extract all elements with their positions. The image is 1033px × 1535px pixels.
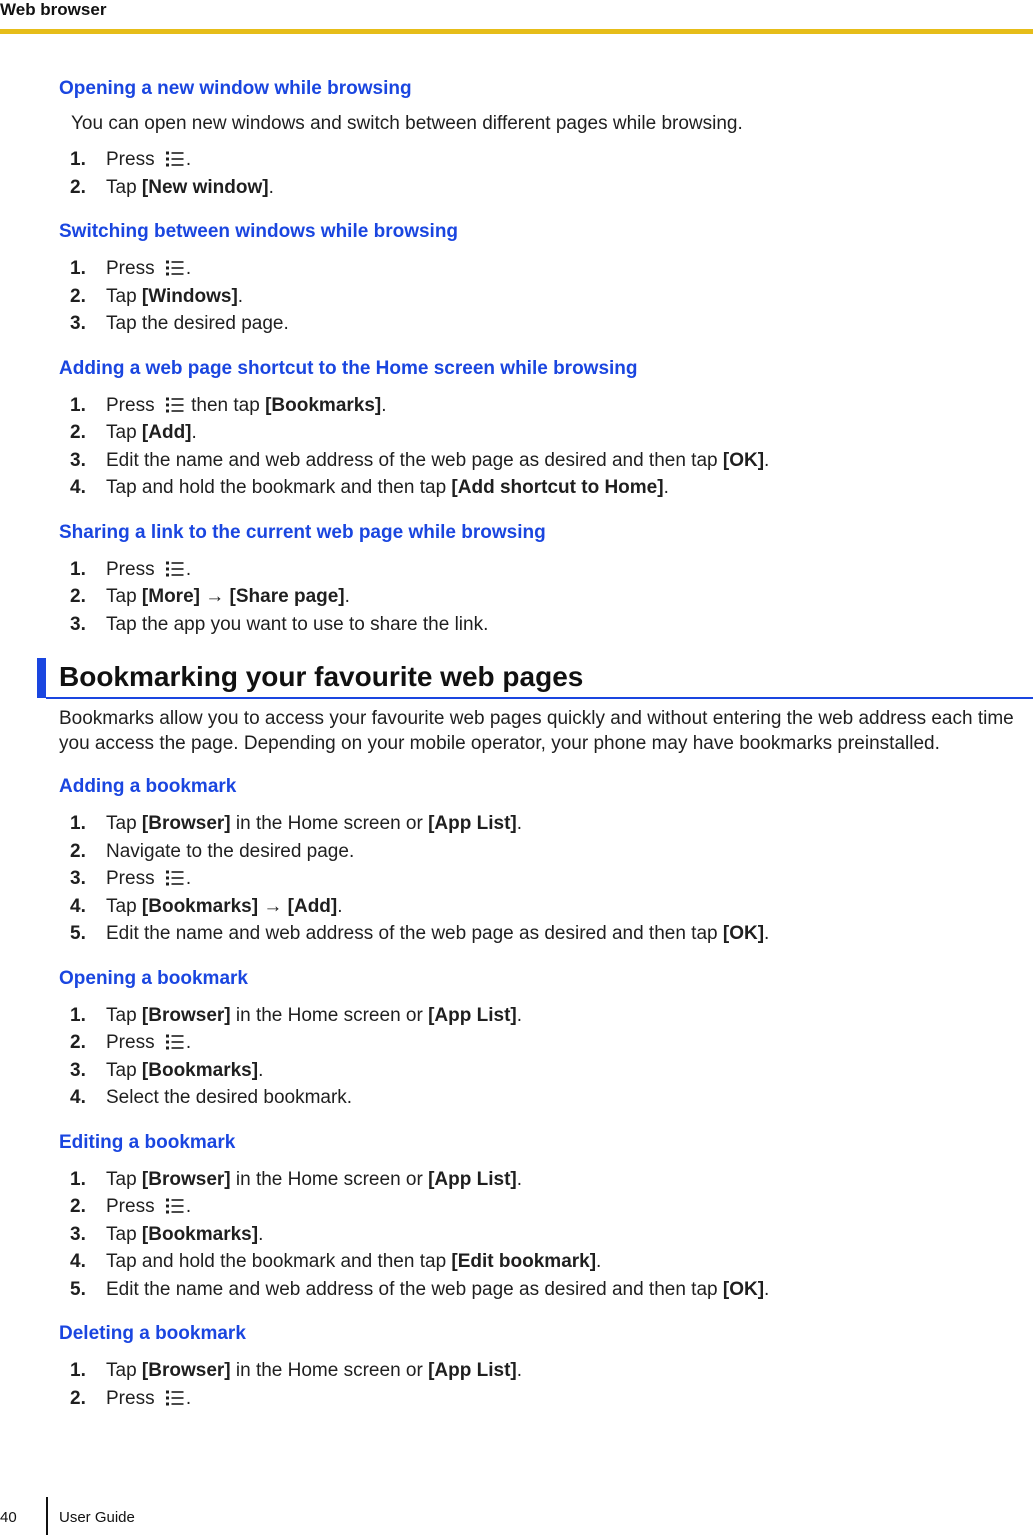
step-item [59,1248,1019,1276]
step-text-run: . [516,1168,523,1190]
step-text-run: Tap and hold the bookmark and then tap [106,1251,452,1272]
step-text-run: . [191,422,197,443]
step-text-run: Tap [106,895,142,917]
step-list [59,1357,1019,1412]
step-text [106,174,274,202]
step-text-run: . [185,258,192,279]
step-item [59,920,1019,948]
section-edit-bookmark [59,1130,1019,1304]
step-text-run: . [185,558,192,580]
step-item [59,893,1019,921]
step-item [59,392,1019,420]
section-open-bookmark [59,966,1019,1112]
footer-separator [46,1497,48,1535]
step-text [106,583,350,611]
step-number: 2. [70,1196,86,1217]
step-text [106,1002,522,1030]
ui-label: [Add] [287,895,338,917]
step-text-run: Edit the name and web address of the web page as desired and then tap [106,1278,723,1300]
step-text [106,419,197,447]
ui-label: [Browser] [141,1168,231,1190]
step-list [59,392,1019,502]
ui-label: [Browser] [141,1004,231,1026]
step-text [106,556,191,584]
step-text-run: in the Home screen or [230,1168,429,1190]
step-number: 2. [70,422,86,443]
section-shortcut-home [59,356,1019,502]
step-item [59,310,1019,338]
section-intro: You can open new windows and switch between different pages while browsing. [71,113,743,134]
step-text-run: Press [106,558,160,580]
menu-list-icon [166,558,184,574]
step-number: 5. [70,1278,86,1300]
sections-top [59,76,1019,638]
step-item [59,1029,1019,1057]
step-text-run: . [185,868,192,889]
section-heading: Opening a new window while browsing [59,78,412,99]
ui-label: [App List] [428,813,517,834]
step-number: 2. [70,176,86,198]
step-text [106,1357,522,1385]
step-item [59,1193,1019,1221]
step-text-run: Tap [106,586,142,607]
section-heading: Sharing a link to the current web page while browsing [59,521,546,543]
step-text-run: Press [106,149,160,170]
chapter-title: Bookmarking your favourite web pages [59,661,584,692]
step-text-run: . [516,1360,523,1381]
step-text-run: in the Home screen or [230,813,429,834]
step-text-run: Tap [106,1168,142,1190]
step-text-run: . [185,149,192,170]
chapter-intro: Bookmarks allow you to access your favourite web pages quickly and without entering the web address each time you access the page. Depending on your mobile operator, your phone may have bookmarks preinstalled. [59,708,1014,754]
step-text [106,810,522,838]
step-text [106,1084,352,1112]
step-item [59,810,1019,838]
step-item [59,1221,1019,1249]
step-item [59,1166,1019,1194]
step-number: 4. [70,1087,86,1108]
step-text [106,1029,191,1057]
step-text-run: → [199,586,230,607]
step-text-run: Navigate to the desired page. [106,840,355,862]
step-number: 4. [70,895,86,917]
page-content [59,76,1019,1412]
section-delete-bookmark [59,1321,1019,1412]
sections-bottom [59,774,1019,1412]
step-list [59,556,1019,639]
ui-label: [Browser] [141,1360,231,1381]
step-number: 2. [70,285,86,307]
section-heading: Editing a bookmark [59,1131,236,1153]
step-text-run: Tap the app you want to use to share the link. [106,613,489,635]
step-item [59,1057,1019,1085]
ui-label: [OK] [722,449,765,471]
step-item [59,255,1019,283]
step-number: 1. [70,1168,86,1190]
step-text-run: Tap [106,1223,142,1245]
ui-label: [App List] [428,1360,517,1381]
step-number: 3. [70,1059,86,1081]
ui-label: [New window] [141,176,269,198]
step-text-run: Tap and hold the bookmark and then tap [106,477,452,498]
step-item [59,1357,1019,1385]
step-number: 1. [70,394,86,416]
step-number: 3. [70,613,86,635]
section-switch-windows [59,219,1019,338]
step-text-run: . [258,1059,264,1081]
step-text [106,1276,769,1304]
step-text-run: . [663,477,669,498]
step-item [59,1385,1019,1413]
step-text [106,1057,263,1085]
step-text-run: in the Home screen or [230,1004,429,1026]
ui-label: [Share page] [229,586,345,607]
step-text-run: . [516,1004,523,1026]
ui-label: [Add shortcut to Home] [451,477,664,498]
step-number: 3. [70,449,86,471]
ui-label: [More] [141,586,200,607]
step-text-run: Press [106,1387,160,1409]
menu-list-icon [166,1195,184,1211]
chapter-underline [46,697,1033,699]
step-text-run: Tap the desired page. [106,313,289,334]
ui-label: [App List] [428,1004,517,1026]
step-item [59,583,1019,611]
step-text [106,1193,191,1221]
menu-list-icon [166,867,184,883]
chapter-heading [37,658,1019,698]
menu-list-icon [166,394,184,410]
step-list [59,1166,1019,1304]
step-text [106,255,191,283]
step-text-run: then tap [185,394,266,416]
step-text-run: Tap [106,1004,142,1026]
step-text-run: Tap [106,176,142,198]
ui-label: [Windows] [141,285,238,307]
section-heading: Opening a bookmark [59,967,248,989]
section-share-link [59,520,1019,639]
step-item [59,1084,1019,1112]
step-text [106,1221,263,1249]
step-text-run: . [516,813,523,834]
step-text [106,1385,191,1413]
step-item [59,474,1019,502]
step-text-run: . [185,1196,192,1217]
step-text-run: Tap [106,813,142,834]
step-text [106,146,191,174]
header-rule [0,29,1033,34]
step-item [59,447,1019,475]
ui-label: [Bookmarks] [141,1223,259,1245]
step-text [106,611,488,639]
step-text-run: Select the desired bookmark. [106,1087,353,1108]
step-text-run: . [764,1278,770,1300]
step-number: 1. [70,813,86,834]
menu-list-icon [166,148,184,164]
ui-label: [Edit bookmark] [451,1251,597,1272]
step-text-run: . [185,1387,192,1409]
step-item [59,1002,1019,1030]
step-text-run: Press [106,394,160,416]
step-number: 4. [70,1251,86,1272]
menu-list-icon [166,1031,184,1047]
step-number: 1. [70,558,86,580]
step-text [106,474,669,502]
step-text-run: . [185,1032,192,1053]
step-number: 3. [70,313,86,334]
step-number: 3. [70,868,86,889]
step-number: 2. [70,840,86,862]
step-text-run: . [337,895,343,917]
step-number: 2. [70,1032,86,1053]
step-text-run: Press [106,1032,160,1053]
step-list [59,1002,1019,1112]
step-text-run: Press [106,258,160,279]
step-text-run: Tap [106,285,142,307]
step-text [106,447,769,475]
ui-label: [Bookmarks] [141,895,259,917]
step-item [59,865,1019,893]
step-text-run: Tap [106,422,142,443]
step-item [59,838,1019,866]
step-text-run: . [258,1223,264,1245]
step-number: 3. [70,1223,86,1245]
footer-label: User Guide [59,1509,135,1526]
step-list [59,810,1019,948]
step-text [106,893,343,921]
section-heading: Switching between windows while browsing [59,221,459,242]
step-text-run: → [258,895,288,917]
step-text-run: Press [106,868,160,889]
section-heading: Deleting a bookmark [59,1323,246,1344]
step-number: 1. [70,149,86,170]
step-item [59,611,1019,639]
step-text-run: in the Home screen or [230,1360,429,1381]
ui-label: [OK] [722,1278,765,1300]
step-text [106,392,387,420]
section-heading: Adding a bookmark [59,776,237,797]
running-header-title: Web browser [0,0,107,19]
section-add-bookmark [59,774,1019,948]
step-number: 2. [70,1387,86,1409]
step-text-run: . [344,586,350,607]
step-number: 1. [70,258,86,279]
step-text [106,283,243,311]
step-text-run: Tap [106,1360,142,1381]
step-text [106,1248,601,1276]
page-number: 40 [0,1509,17,1526]
step-text-run: Tap [106,1059,142,1081]
ui-label: [Bookmarks] [141,1059,259,1081]
step-item [59,283,1019,311]
step-number: 4. [70,477,86,498]
step-item [59,1276,1019,1304]
step-text-run: Press [106,1196,160,1217]
section-new-window [59,76,1019,201]
step-text-run: Edit the name and web address of the web page as desired and then tap [106,923,723,944]
step-number: 2. [70,586,86,607]
step-list [59,255,1019,338]
step-text [106,838,354,866]
step-list [59,146,1019,201]
step-text-run: . [237,285,244,307]
ui-label: [Add] [141,422,192,443]
ui-label: [App List] [428,1168,517,1190]
chapter-accent-bar [37,658,46,698]
step-number: 1. [70,1360,86,1381]
ui-label: [OK] [722,923,765,944]
step-text [106,1166,522,1194]
step-text [106,310,289,338]
step-text-run: Edit the name and web address of the web page as desired and then tap [106,449,723,471]
section-heading: Adding a web page shortcut to the Home screen while browsing [59,357,638,379]
step-text-run: . [764,923,770,944]
step-text-run: . [764,449,770,471]
step-number: 5. [70,923,86,944]
step-text-run: . [381,394,387,416]
step-number: 1. [70,1004,86,1026]
step-item [59,174,1019,202]
menu-list-icon [166,1387,184,1403]
step-text-run: . [268,176,274,198]
step-text [106,865,191,893]
ui-label: [Browser] [141,813,231,834]
step-text-run: . [596,1251,602,1272]
step-item [59,556,1019,584]
menu-list-icon [166,257,184,273]
step-text [106,920,769,948]
ui-label: [Bookmarks] [265,394,382,416]
step-item [59,419,1019,447]
step-item [59,146,1019,174]
